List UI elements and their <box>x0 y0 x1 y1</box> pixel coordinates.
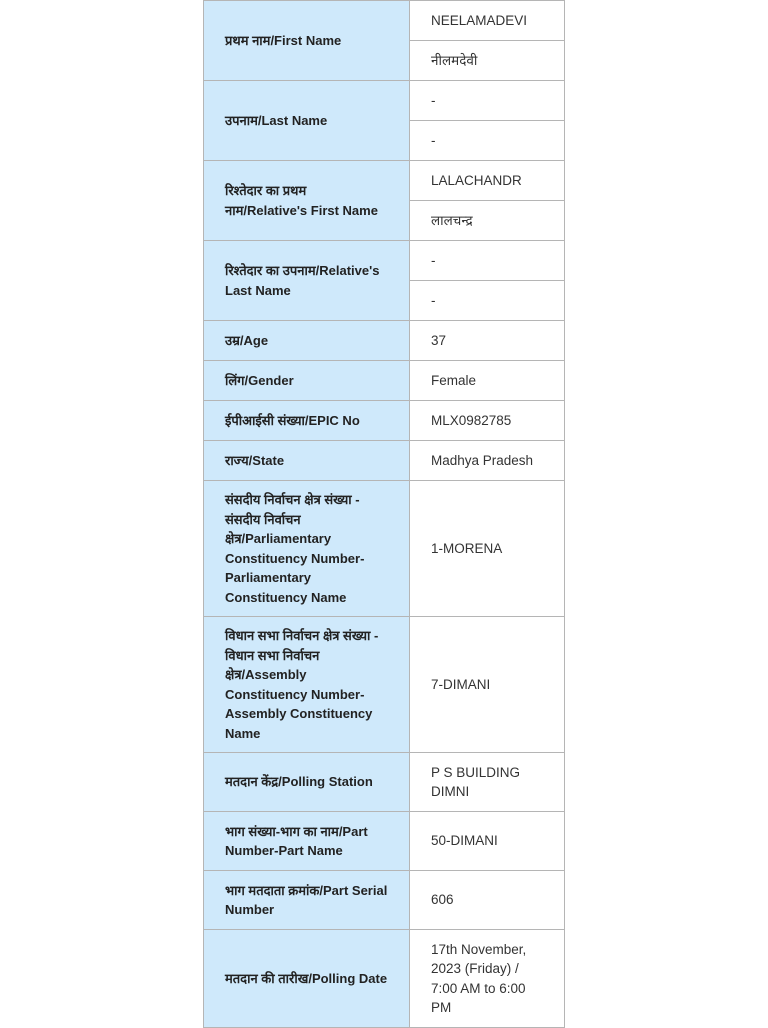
polling-station-label: मतदान केंद्र/Polling Station <box>204 753 410 812</box>
assembly-constituency-label: विधान सभा निर्वाचन क्षेत्र संख्या - विधान सभा निर्वाचन क्षेत्र/Assembly Constituency Number-Assembly Constituency Name <box>204 617 410 753</box>
row-parliamentary-constituency <box>204 481 565 617</box>
row-part-serial-number <box>204 871 565 930</box>
parliamentary-constituency-value: 1-MORENA <box>410 481 565 617</box>
relative-last-name-hindi-value: - <box>410 281 565 321</box>
voter-details-table <box>203 0 565 1028</box>
parliamentary-constituency-label: संसदीय निर्वाचन क्षेत्र संख्या - संसदीय निर्वाचन क्षेत्र/Parliamentary Constituency Number-Parliamentary Constituency Name <box>204 481 410 617</box>
relative-first-name-hindi-value: लालचन्द्र <box>410 201 565 241</box>
row-gender <box>204 361 565 401</box>
epic-no-value: MLX0982785 <box>410 401 565 441</box>
state-value: Madhya Pradesh <box>410 441 565 481</box>
age-value: 37 <box>410 321 565 361</box>
row-epic-no <box>204 401 565 441</box>
relative-last-name-english-value: - <box>410 241 565 281</box>
gender-label: लिंग/Gender <box>204 361 410 401</box>
row-relative-last-name <box>204 241 565 281</box>
part-serial-number-label: भाग मतदाता क्रमांक/Part Serial Number <box>204 871 410 930</box>
gender-value: Female <box>410 361 565 401</box>
polling-date-value: 17th November, 2023 (Friday) / 7:00 AM to 6:00 PM <box>410 930 565 1028</box>
part-serial-number-value: 606 <box>410 871 565 930</box>
last-name-label: उपनाम/Last Name <box>204 81 410 161</box>
last-name-english-value: - <box>410 81 565 121</box>
row-part-number <box>204 812 565 871</box>
row-polling-date <box>204 930 565 1028</box>
epic-no-label: ईपीआईसी संख्या/EPIC No <box>204 401 410 441</box>
relative-first-name-english-value: LALACHANDR <box>410 161 565 201</box>
first-name-label: प्रथम नाम/First Name <box>204 1 410 81</box>
row-assembly-constituency <box>204 617 565 753</box>
age-label: उम्र/Age <box>204 321 410 361</box>
assembly-constituency-value: 7-DIMANI <box>410 617 565 753</box>
part-number-label: भाग संख्या-भाग का नाम/Part Number-Part Name <box>204 812 410 871</box>
relative-last-name-label: रिश्तेदार का उपनाम/Relative's Last Name <box>204 241 410 321</box>
row-state <box>204 441 565 481</box>
state-label: राज्य/State <box>204 441 410 481</box>
polling-date-label: मतदान की तारीख/Polling Date <box>204 930 410 1028</box>
first-name-hindi-value: नीलमदेवी <box>410 41 565 81</box>
first-name-english-value: NEELAMADEVI <box>410 1 565 41</box>
row-relative-first-name <box>204 161 565 201</box>
part-number-value: 50-DIMANI <box>410 812 565 871</box>
last-name-hindi-value: - <box>410 121 565 161</box>
row-first-name <box>204 1 565 41</box>
row-last-name <box>204 81 565 121</box>
row-age <box>204 321 565 361</box>
row-polling-station <box>204 753 565 812</box>
relative-first-name-label: रिश्तेदार का प्रथम नाम/Relative's First Name <box>204 161 410 241</box>
polling-station-value: P S BUILDING DIMNI <box>410 753 565 812</box>
